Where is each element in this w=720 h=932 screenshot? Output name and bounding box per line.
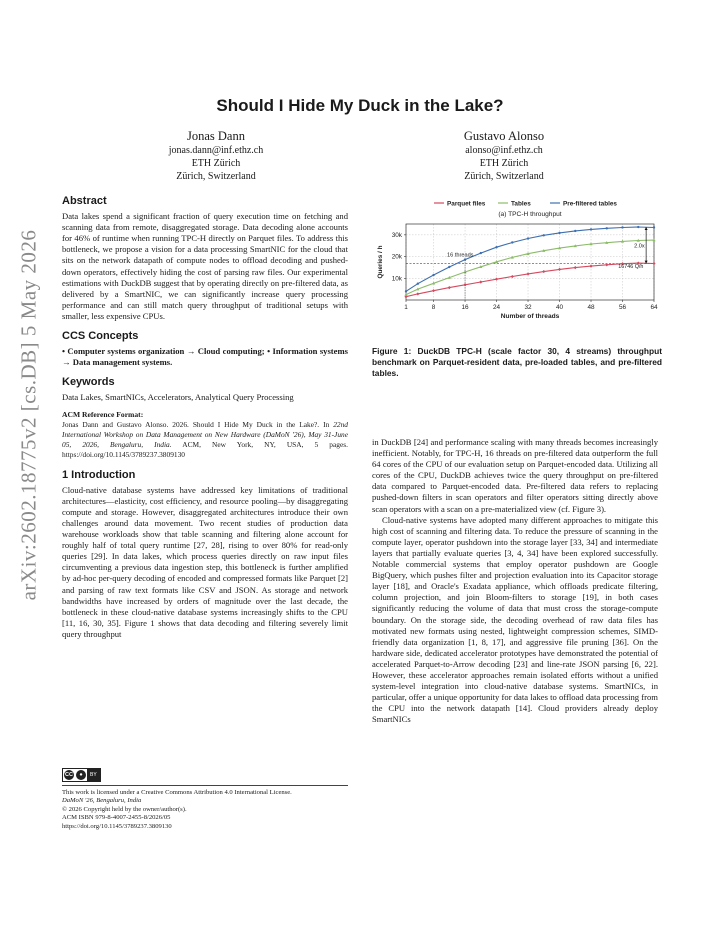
acm-reference-text <box>62 420 348 460</box>
acm-reference-venue: 22nd International Workshop on Data Management on New Hardware (DaMoN '26), May 31-June 05, 2026, Bengaluru, India. <box>62 419 348 449</box>
author-email: alonso@inf.ethz.ch <box>465 145 543 156</box>
data-point <box>621 226 623 228</box>
arxiv-sidebar <box>14 180 44 650</box>
by-person-icon: ● <box>76 770 86 780</box>
data-point <box>432 274 434 276</box>
author-name: Gustavo Alonso <box>463 129 545 143</box>
author-location: Zürich, Switzerland <box>464 171 544 182</box>
x-tick-label: 1 <box>404 304 408 311</box>
footer-license-block <box>62 766 348 831</box>
data-point <box>574 230 576 232</box>
series-line <box>406 227 654 291</box>
arxiv-id: arXiv:2602.18775v2 [cs.DB] 5 May 2026 <box>16 229 41 601</box>
throughput-chart <box>372 196 662 328</box>
right-column <box>372 437 658 725</box>
footer-rule <box>62 785 348 786</box>
left-column <box>62 196 348 640</box>
introduction-paragraph-3: Cloud-native systems have adopted many different approaches to mitigate this high cost of scanning and filtering data. To reduce the pressure of scanning in the compute layer, operator pushdown into the storage layer [33, 34] and intermediate layers that partially evaluate queries [3, 4, 34] have been explored successfully. Notable commercial systems that employ operator pushdown are Google BigQuery, which pushes filter and projection evaluation into its Capacitor storage layer [18], and Oracle's Exadata appliance, which offloads predicate filtering, column projection, and join Bloom-filters to storage [19], in both cases significantly reducing the volume of data that must cross the storage-compute boundary. On the storage side, the decoding overhead of raw data files has motivated new formats using nested, lightweight compression schemes, SIMD-friendly data organization [1, 8, 17], and aggressive file pruning [36]. On the hardware side, dedicated accelerator prototypes have demonstrated the potential of accelerated Parquet-to-Arrow decoding [23] and line-rate JSON parsing [6, 22]. However, these accelerator approaches remain isolated efforts without a unified system-level integration into cloud-native database systems. SmartNICs, in particular, offer a unique opportunity for data lakes to offload data processing from the CPU into the network datapath [14]. Cloud providers already deploy SmartNICs <box>372 514 658 725</box>
introduction-heading: 1 Introduction <box>62 468 136 481</box>
data-point <box>589 265 592 268</box>
x-tick-label: 40 <box>555 304 564 311</box>
x-tick-label: 32 <box>524 304 532 311</box>
data-point <box>527 237 529 239</box>
x-tick-label: 56 <box>618 304 627 311</box>
ccs-text: • Computer systems organization → Cloud computing; • Information systems → Data management systems. <box>62 346 348 368</box>
isbn-text: ACM ISBN 979-8-4007-2455-8/2026/05 <box>62 814 171 822</box>
venue-text: DaMoN '26, Bengaluru, India <box>62 797 142 805</box>
introduction-paragraph-2: in DuckDB [24] and performance scaling with many threads becomes increasingly inefficient. Notably, for TPC-H, 16 threads on pre-filtered data outperform the full 64 cores of the CPU of our evaluation setup on Parquet-encoded data. Utilizing all cores of the CPU, DuckDB achieves twice the query throughput on pre-filtered data compared to Parquet-encoded data. Pre-filtered data refers to replacing pushed-down filters in scan operators and filter operators sitting directly above scan operators with a scan on a pre-materialized view (cf. Figure 3). <box>372 437 658 514</box>
x-axis-label: Number of threads <box>500 313 560 320</box>
data-point <box>495 278 498 281</box>
author-block-2 <box>384 128 624 183</box>
figure-caption: Figure 1: DuckDB TPC-H (scale factor 30, 4 streams) throughput benchmark on Parquet-resident data, pre-loaded tables, and pre-filtered tables. <box>372 346 662 378</box>
data-point <box>511 275 514 278</box>
author-name: Jonas Dann <box>187 129 245 143</box>
x-tick-label: 48 <box>587 304 595 311</box>
data-point <box>543 234 545 236</box>
data-point <box>542 270 545 273</box>
data-point <box>416 292 419 295</box>
x-tick-label: 8 <box>431 304 436 311</box>
paper-title: Should I Hide My Duck in the Lake? <box>216 96 504 115</box>
data-point <box>590 228 592 230</box>
data-point <box>637 226 639 228</box>
figure-1 <box>372 196 662 328</box>
legend-entry: Pre-filtered tables <box>563 200 617 208</box>
x-tick-label: 64 <box>650 304 658 311</box>
abstract-heading: Abstract <box>62 195 107 207</box>
series-line <box>406 240 654 295</box>
annotation-speedup: 2.0x <box>634 243 645 250</box>
data-point <box>606 227 608 229</box>
data-point <box>448 286 451 289</box>
data-point <box>495 246 497 248</box>
data-point <box>574 266 577 269</box>
keywords-text: Data Lakes, SmartNICs, Accelerators, Analytical Query Processing <box>62 392 294 403</box>
author-block-1 <box>96 128 336 183</box>
data-point <box>417 283 419 285</box>
x-tick-label: 24 <box>492 304 501 311</box>
data-point <box>558 268 561 271</box>
cc-icon: CC <box>64 770 74 780</box>
ccs-heading: CCS Concepts <box>62 330 139 343</box>
annotation-16-threads: 16 threads <box>447 252 474 259</box>
by-label: BY <box>87 769 100 781</box>
y-axis-label: Queries / h <box>377 245 384 279</box>
acm-reference-pre: Jonas Dann and Gustavo Alonso. 2026. Should I Hide My Duck in the Lake?. In <box>62 419 334 429</box>
data-point <box>558 232 560 234</box>
copyright-text: © 2026 Copyright held by the owner/author(s). <box>62 805 187 813</box>
y-tick-label: 30k <box>391 231 402 239</box>
license-text: This work is licensed under a Creative Commons Attribution 4.0 International License. <box>62 789 292 796</box>
data-point <box>511 241 513 243</box>
annotation-value: 16746 Q/h <box>618 264 644 271</box>
author-affiliation: ETH Zürich <box>479 158 529 169</box>
author-affiliation: ETH Zürich <box>191 158 241 169</box>
doi-text: https://doi.org/10.1145/3789237.3809130 <box>62 822 172 830</box>
data-point <box>448 266 450 268</box>
data-point <box>653 226 655 228</box>
y-tick-label: 10k <box>391 275 402 283</box>
x-tick-label: 16 <box>461 304 469 311</box>
legend-entry: Parquet files <box>447 200 486 208</box>
acm-reference-heading: ACM Reference Format: <box>62 409 144 419</box>
data-point <box>652 262 655 265</box>
y-tick-label: 20k <box>391 253 402 261</box>
data-point <box>526 272 529 275</box>
author-email: jonas.dann@inf.ethz.ch <box>168 145 264 156</box>
data-point <box>480 252 482 254</box>
data-point <box>479 280 482 283</box>
abstract-text: Data lakes spend a significant fraction of query execution time on fetching and scanning data from remote, disaggregated storage. Data decoding alone accounts for 46% of runtime when running TPC-H directly on Parquet files. To address this bottleneck, we propose a vision for a data processing SmartNIC for the cloud that sits on the network datapath of compute nodes to offload decoding and pushed-down operators, effectively hiding the cost of parsing raw files. Our experimental estimations with DuckDB suggest that by operating directly on pre-filtered data, as delivered by a SmartNIC, we can significantly increase query processing performance and can still match query throughput of traditional setups with smaller, less expensive CPUs. <box>62 211 348 321</box>
legend-entry: Tables <box>511 200 531 208</box>
data-point <box>405 290 407 292</box>
author-location: Zürich, Switzerland <box>176 171 256 182</box>
introduction-paragraph-1: Cloud-native database systems have addressed key limitations of traditional architectures—elasticity, cost efficiency, and resource pooling—by disaggregating compute and storage. However, disaggregated architectures introduce their own challenges around data movement. Two recent studies of production data warehouse workloads show that table scanning and filtering alone account for roughly half of total query runtime [27, 28], rising to over 80% for read-only queries [29]. In data lakes, which process queries directly on raw input files circumventing a previous data ingestion step, this bottleneck is further amplified by ad-hoc per-query decoding of encoded and compressed formats like Parquet [2] and parsing of raw text formats like CSV and JSON. As storage and network bandwidths have increased by orders of magnitude over the last decade, the bottleneck in these cloud-native database systems increasingly shifts to the CPU [11, 16, 30, 35]. Figure 1 shows that data decoding and filtering severely limit query throughput <box>62 484 348 639</box>
acm-reference-post: ACM, New York, NY, USA, 5 pages. https://doi.org/10.1145/3789237.3809130 <box>62 439 348 459</box>
chart-title: (a) TPC-H throughput <box>498 211 562 218</box>
keywords-heading: Keywords <box>62 376 115 389</box>
cc-by-badge <box>62 768 101 782</box>
data-point <box>432 289 435 292</box>
